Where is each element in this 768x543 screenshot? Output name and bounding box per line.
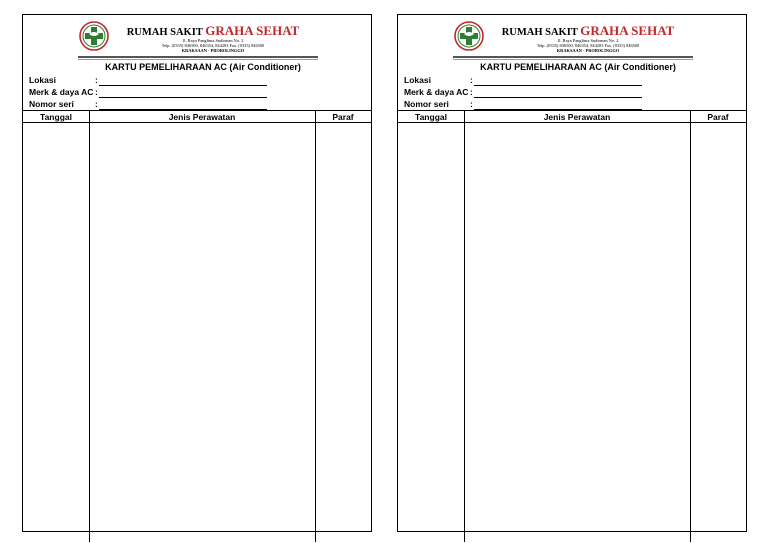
column-header-tanggal: Tanggal bbox=[415, 112, 447, 122]
field-sep-lokasi: : bbox=[470, 75, 473, 85]
hospital-name-brand: GRAHA SEHAT bbox=[580, 23, 675, 38]
hospital-name-prefix: RUMAH SAKIT bbox=[126, 27, 203, 38]
hospital-name bbox=[93, 23, 333, 39]
field-sep-nomor-seri: : bbox=[470, 99, 473, 109]
field-line-merk[interactable] bbox=[474, 97, 642, 98]
column-header-paraf: Paraf bbox=[707, 112, 729, 122]
column-header-tanggal: Tanggal bbox=[40, 112, 72, 122]
card-title: KARTU PEMELIHARAAN AC (Air Conditioner) bbox=[105, 62, 301, 72]
address-line-1: Jl. Raya Panglima Sudirman No. 2 bbox=[182, 38, 244, 43]
column-header-jenis-perawatan: Jenis Perawatan bbox=[543, 112, 611, 122]
header-divider bbox=[78, 56, 318, 58]
address-line-1: Jl. Raya Panglima Sudirman No. 2 bbox=[557, 38, 619, 43]
column-divider-2 bbox=[690, 110, 691, 542]
field-label-nomor-seri: Nomor seri bbox=[29, 99, 74, 109]
column-divider-1 bbox=[464, 110, 465, 542]
field-line-merk[interactable] bbox=[99, 97, 267, 98]
hospital-name-prefix: RUMAH SAKIT bbox=[501, 27, 578, 38]
address-line-2: Telp. (0335) 846500, 846354, 844283 Fax. (0335) 846500 bbox=[536, 43, 640, 48]
field-line-lokasi[interactable] bbox=[99, 85, 267, 86]
card-title: KARTU PEMELIHARAAN AC (Air Conditioner) bbox=[480, 62, 676, 72]
field-sep-merk: : bbox=[470, 87, 473, 97]
table-header-border bbox=[23, 122, 371, 123]
table-top-border bbox=[23, 110, 371, 111]
hospital-name-brand: GRAHA SEHAT bbox=[205, 23, 300, 38]
column-header-jenis-perawatan: Jenis Perawatan bbox=[168, 112, 236, 122]
field-label-lokasi: Lokasi bbox=[29, 75, 56, 85]
maintenance-card-right bbox=[397, 14, 747, 532]
field-label-merk: Merk & daya AC bbox=[404, 87, 469, 97]
column-divider-2 bbox=[315, 110, 316, 542]
field-label-lokasi: Lokasi bbox=[404, 75, 431, 85]
column-header-paraf: Paraf bbox=[332, 112, 354, 122]
column-divider-1 bbox=[89, 110, 90, 542]
address-line-3: KRAKSAAN - PROBOLINGGO bbox=[181, 48, 245, 53]
field-label-nomor-seri: Nomor seri bbox=[404, 99, 449, 109]
table-top-border bbox=[398, 110, 746, 111]
field-sep-merk: : bbox=[95, 87, 98, 97]
field-line-lokasi[interactable] bbox=[474, 85, 642, 86]
header-divider bbox=[453, 56, 693, 58]
table-header-border bbox=[398, 122, 746, 123]
header-divider-thin bbox=[453, 59, 693, 60]
header-divider-thin bbox=[78, 59, 318, 60]
maintenance-card-left bbox=[22, 14, 372, 532]
field-label-merk: Merk & daya AC bbox=[29, 87, 94, 97]
address-line-3: KRAKSAAN - PROBOLINGGO bbox=[556, 48, 620, 53]
address-line-2: Telp. (0335) 846500, 846354, 844283 Fax. (0335) 846500 bbox=[161, 43, 265, 48]
hospital-name bbox=[468, 23, 708, 39]
field-sep-nomor-seri: : bbox=[95, 99, 98, 109]
field-sep-lokasi: : bbox=[95, 75, 98, 85]
